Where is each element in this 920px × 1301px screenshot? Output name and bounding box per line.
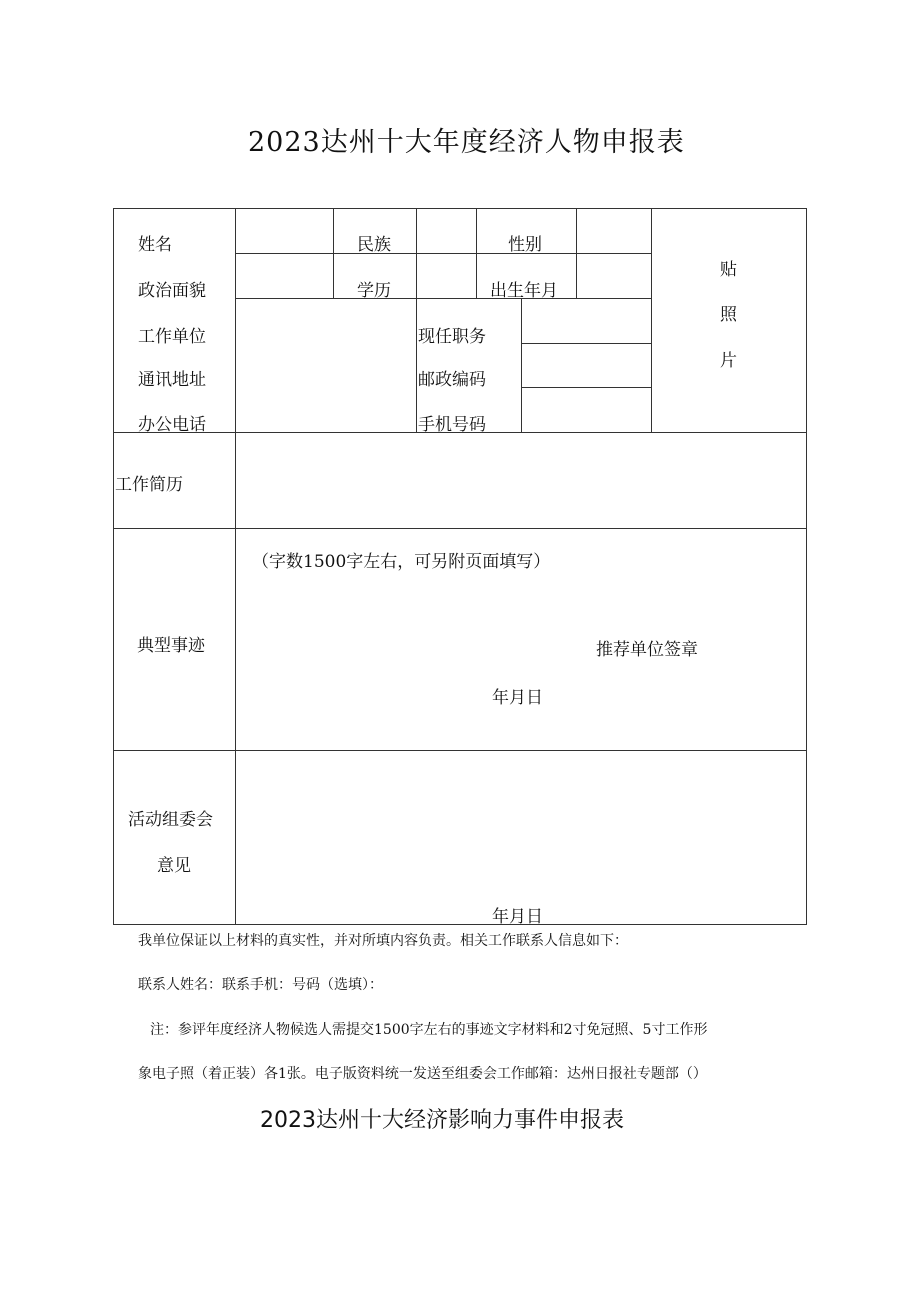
column-divider	[651, 208, 652, 432]
column-divider	[521, 298, 522, 432]
address-label: 通讯地址	[138, 370, 206, 390]
row-divider	[113, 528, 807, 529]
column-divider	[576, 208, 577, 298]
table-border	[113, 924, 807, 925]
office-phone-label: 办公电话	[138, 415, 206, 435]
row-divider	[113, 750, 807, 751]
second-title: 2023达州十大经济影响力事件申报表	[260, 1108, 624, 1133]
ethnicity-label: 民族	[357, 235, 391, 255]
column-divider	[476, 208, 477, 298]
column-divider	[416, 208, 417, 298]
page-title: 2023达州十大年度经济人物申报表	[248, 127, 685, 158]
table-border	[113, 208, 807, 209]
photo-label: 贴	[720, 260, 737, 280]
position-label: 现任职务	[418, 327, 486, 347]
name-label: 姓名	[138, 235, 172, 255]
postcode-label: 邮政编码	[418, 370, 486, 390]
guarantee-statement: 我单位保证以上材料的真实性，并对所填内容负责。相关工作联系人信息如下：	[138, 933, 628, 949]
gender-label: 性别	[508, 235, 542, 255]
table-border	[113, 208, 114, 925]
photo-label: 片	[720, 351, 737, 371]
contact-info-line: 联系人姓名：联系手机：号码（选填）：	[138, 977, 383, 993]
committee-label: 意见	[157, 856, 191, 876]
row-divider	[235, 298, 651, 299]
photo-label: 照	[720, 305, 737, 325]
resume-label: 工作简历	[115, 475, 183, 495]
deeds-label: 典型事迹	[137, 636, 205, 656]
employer-label: 工作单位	[138, 327, 206, 347]
column-divider	[333, 208, 334, 298]
column-divider	[416, 298, 417, 432]
row-divider	[235, 253, 651, 254]
education-label: 学历	[357, 281, 391, 301]
row-divider	[521, 343, 651, 344]
committee-date-label: 年月日	[492, 907, 543, 927]
table-border	[806, 208, 807, 925]
row-divider	[521, 387, 651, 388]
submission-note: 注：参评年度经济人物候选人需提交1500字左右的事迹文字材料和2寸免冠照、5寸工作形	[150, 1022, 708, 1038]
deeds-hint: （字数1500字左右，可另附页面填写）	[252, 552, 551, 572]
birth-date-label: 出生年月	[490, 281, 558, 301]
recommender-seal-label: 推荐单位签章	[596, 640, 698, 660]
committee-label: 活动组委会	[128, 810, 213, 830]
political-status-label: 政治面貌	[138, 281, 206, 301]
deeds-date-label: 年月日	[492, 688, 543, 708]
submission-note: 象电子照（着正装）各1张。电子版资料统一发送至组委会工作邮箱：达州日报社专题部（）	[138, 1066, 707, 1082]
column-divider	[235, 208, 236, 925]
mobile-label: 手机号码	[418, 415, 486, 435]
